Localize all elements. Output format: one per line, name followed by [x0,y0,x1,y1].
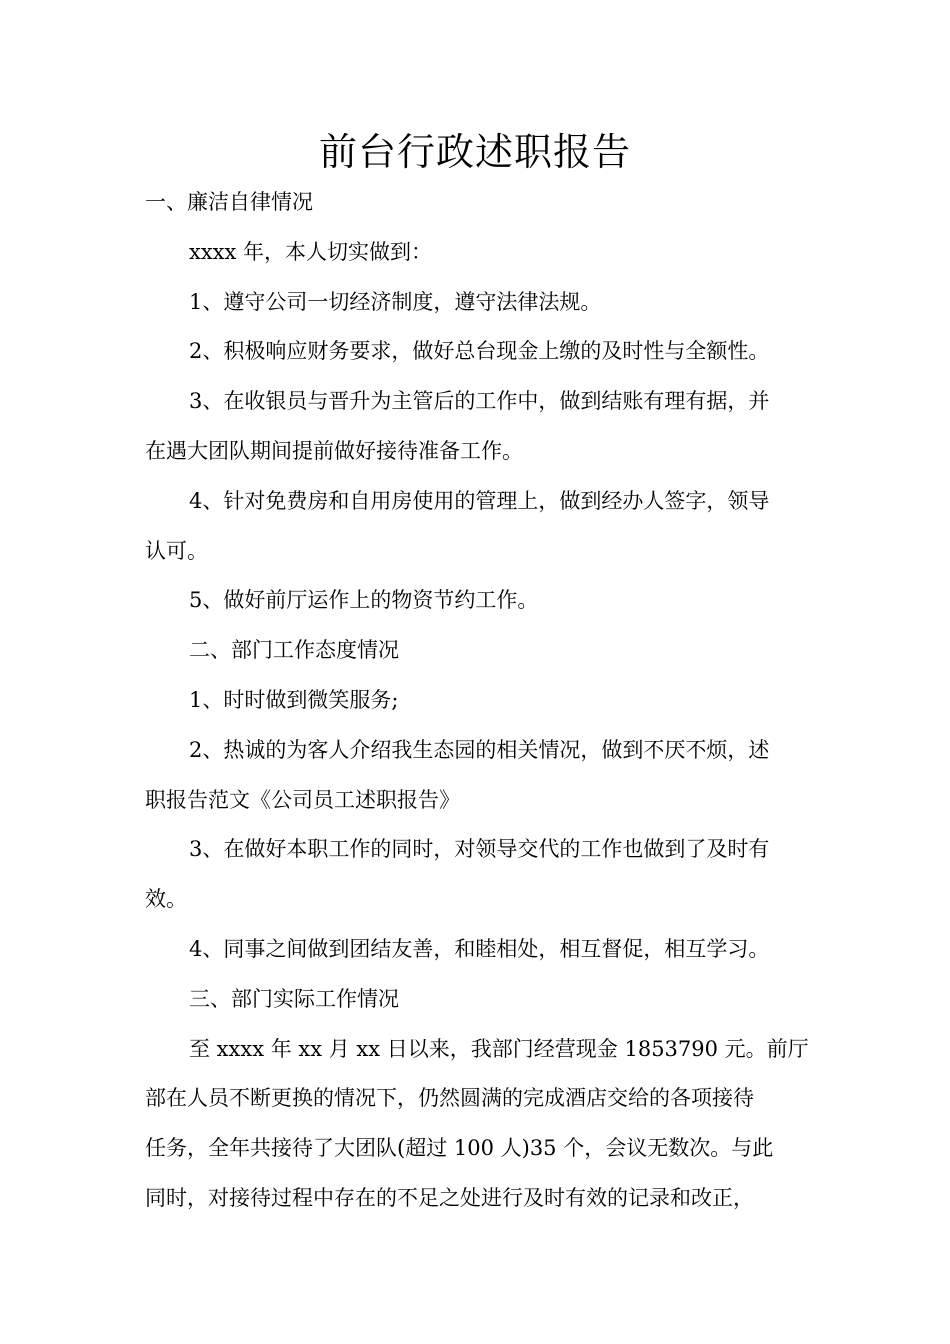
document-body [145,178,807,1224]
paragraph-line: 同时，对接待过程中存在的不足之处进行及时有效的记录和改正， [145,1185,754,1210]
paragraph-line: 部在人员不断更换的情况下，仍然圆满的完成酒店交给的各项接待 [145,1086,754,1111]
section-heading-work: 三、部门实际工作情况 [189,986,399,1011]
list-item: 2、热诚的为客人介绍我生态园的相关情况，做到不厌不烦，述 [189,737,770,762]
document-title: 前台行政述职报告 [318,130,631,174]
list-item: 4、同事之间做到团结友善，和睦相处，相互督促，相互学习。 [189,936,770,961]
list-item: 3、在收银员与晋升为主管后的工作中，做到结账有理有据，并 [189,389,770,414]
paragraph-line: 至 xxxx 年 xx 月 xx 日以来，我部门经营现金 1853790 元。前厅 [189,1036,809,1061]
list-item: 1、遵守公司一切经济制度，遵守法律法规。 [189,289,602,314]
list-item-continuation: 职报告范文《公司员工述职报告》 [145,787,460,812]
list-item-continuation: 认可。 [145,538,208,563]
paragraph-line: xxxx 年，本人切实做到： [189,239,433,264]
list-item-continuation: 效。 [145,887,187,912]
list-item: 1、时时做到微笑服务; [189,687,399,712]
list-item: 4、针对免费房和自用房使用的管理上，做到经办人签字，领导 [189,488,770,513]
section-heading-attitude: 二、部门工作态度情况 [189,638,399,663]
list-item-continuation: 在遇大团队期间提前做好接待准备工作。 [145,438,523,463]
list-item: 5、做好前厅运作上的物资节约工作。 [189,588,539,613]
list-item: 2、积极响应财务要求，做好总台现金上缴的及时性与全额性。 [189,339,770,364]
list-item: 3、在做好本职工作的同时，对领导交代的工作也做到了及时有 [189,837,770,862]
section-heading-integrity: 一、廉洁自律情况 [145,190,313,214]
paragraph-line: 任务，全年共接待了大团队(超过 100 人)35 个，会议无数次。与此 [145,1136,774,1161]
